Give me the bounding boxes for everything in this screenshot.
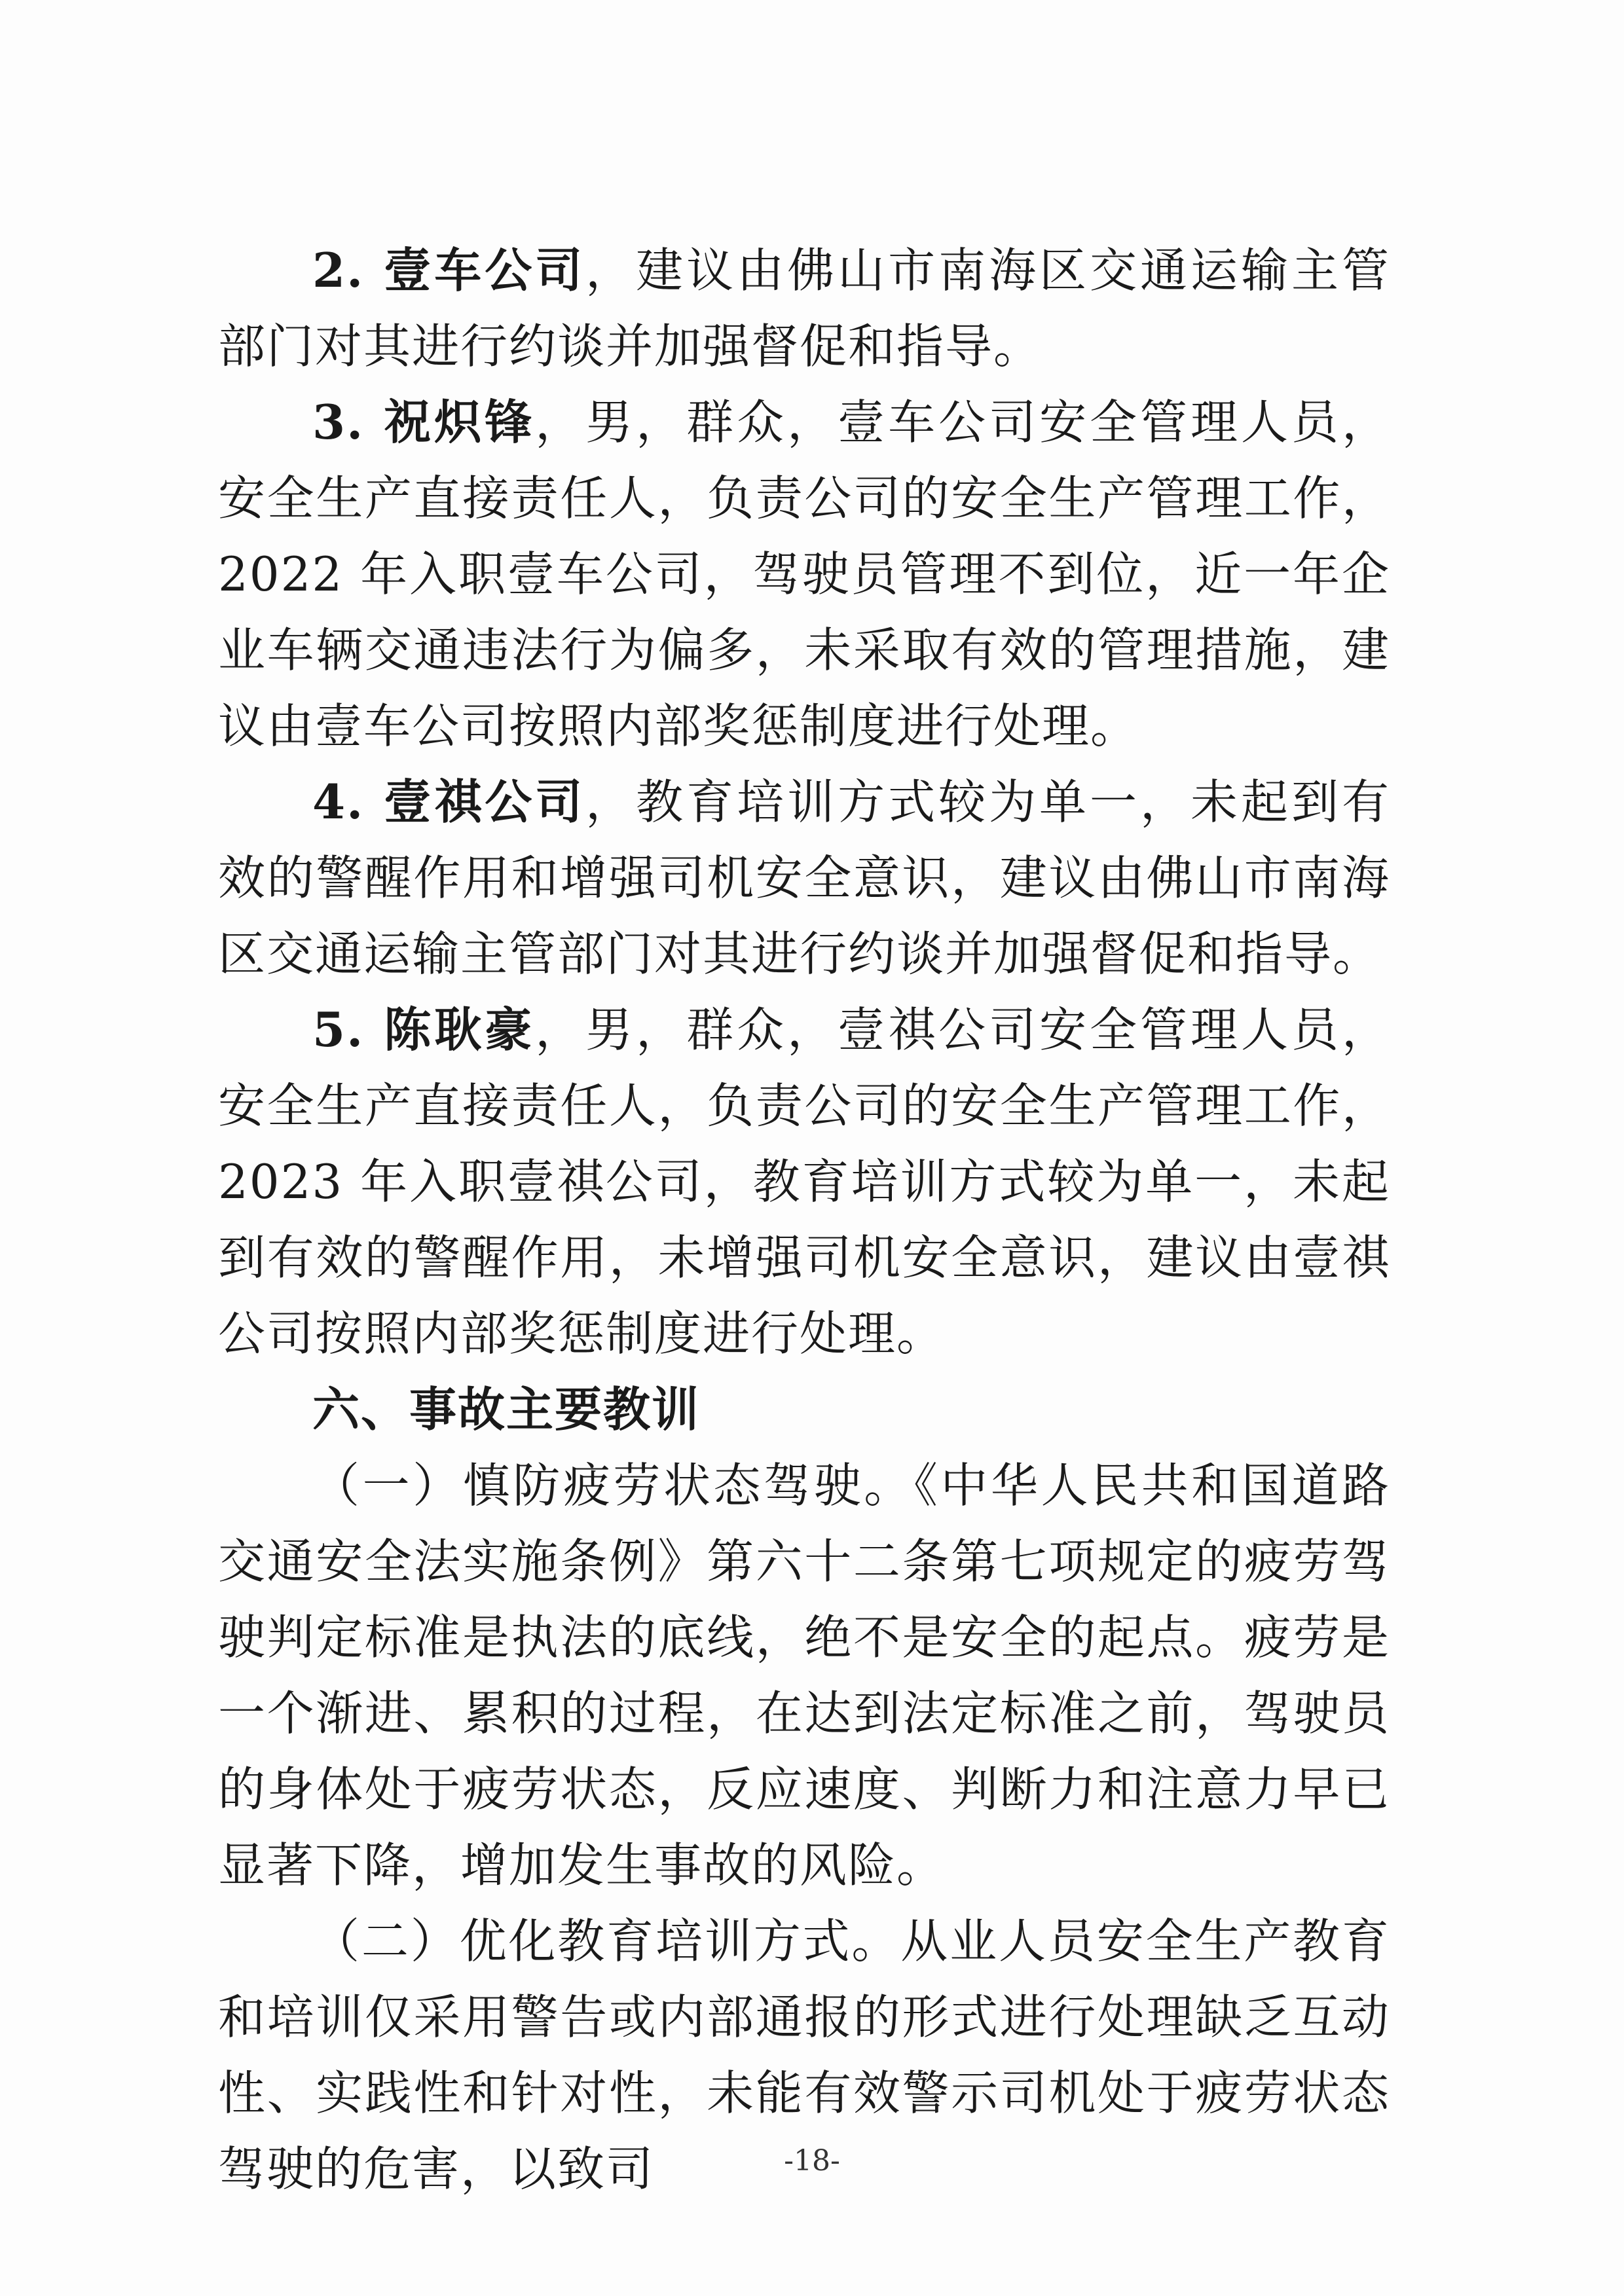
paragraph-lead: 5. 陈耿豪 [312, 1002, 536, 1057]
page-number: -18- [784, 2144, 840, 2178]
lesson-lead: （二）优化教育培训方式。 [312, 1914, 901, 1969]
lesson-lead: （一）慎防疲劳状态驾驶。 [312, 1458, 914, 1513]
paragraph-text: ，教育培训方式较为单一，未起到有效的警醒作用和增强司机安全意识，建议由佛山市南海区交通运输主管部门对其进行约谈并加强督促和指导。 [218, 774, 1390, 981]
paragraph-item-5 [218, 992, 1390, 1372]
section-heading: 六、事故主要教训 [312, 1381, 701, 1437]
lesson-item-1 [218, 1448, 1390, 1903]
document-body [218, 232, 1390, 2207]
paragraph-item-3 [218, 384, 1390, 764]
paragraph-text: ，男，群众，壹车公司安全管理人员，安全生产直接责任人，负责公司的安全生产管理工作，2022 年入职壹车公司，驾驶员管理不到位，近一年企业车辆交通违法行为偏多，未采取有效的管理措施，建议由壹车公司按照内部奖惩制度进行处理。 [218, 395, 1390, 754]
paragraph-text: ，建议由佛山市南海区交通运输主管部门对其进行约谈并加强督促和指导。 [218, 243, 1390, 374]
paragraph-lead: 2. 壹车公司 [312, 242, 586, 298]
paragraph-item-2 [218, 232, 1390, 384]
paragraph-lead: 4. 壹祺公司 [312, 774, 586, 829]
paragraph-text: ，男，群众，壹祺公司安全管理人员，安全生产直接责任人，负责公司的安全生产管理工作，2023 年入职壹祺公司，教育培训方式较为单一，未起到有效的警醒作用，未增强司机安全意识，建议由壹祺公司按照内部奖惩制度进行处理。 [218, 1002, 1390, 1361]
lesson-text: 《中华人民共和国道路交通安全法实施条例》第六十二条第七项规定的疲劳驾驶判定标准是执法的底线，绝不是安全的起点。疲劳是一个渐进、累积的过程，在达到法定标准之前，驾驶员的身体处于疲劳状态，反应速度、判断力和注意力早已显著下降，增加发生事故的风险。 [218, 1458, 1390, 1893]
lesson-text: 从业人员安全生产教育和培训仅采用警告或内部通报的形式进行处理缺乏互动性、实践性和针对性，未能有效警示司机处于疲劳状态驾驶的危害，以致司 [218, 1914, 1390, 2196]
paragraph-item-4 [218, 764, 1390, 992]
paragraph-lead: 3. 祝炽锋 [312, 394, 536, 450]
